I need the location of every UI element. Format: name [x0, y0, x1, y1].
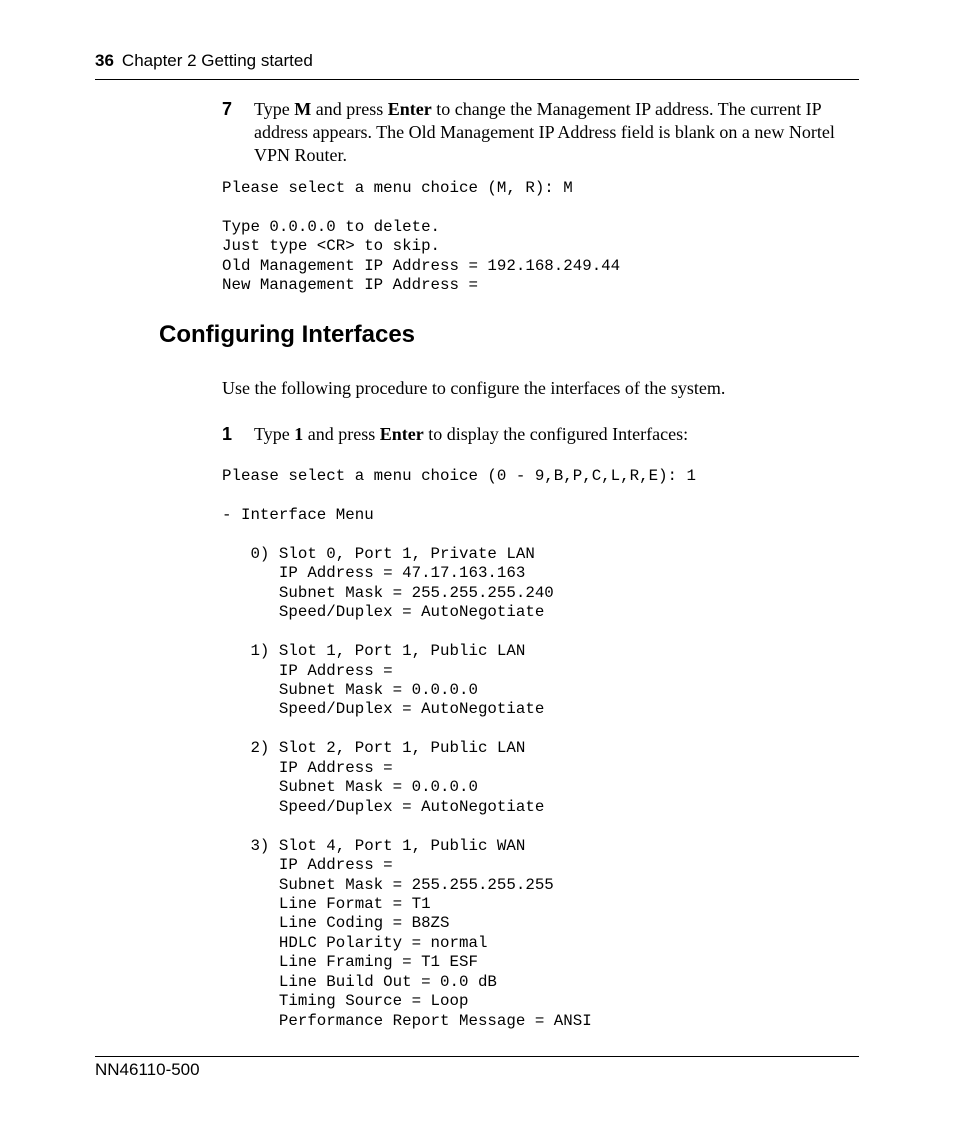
step-text-part: Type	[254, 424, 295, 444]
step-text-part: to display the configured Interfaces:	[423, 424, 689, 444]
code-block-interface-menu: Please select a menu choice (0 - 9,B,P,C,L,R,E): 1 - Interface Menu 0) Slot 0, Port 1, Private LAN IP Address = 47.17.163.163 Subnet Mask = 255.255.255.240 Speed/Duplex = AutoNegotiate 1) Slot 1, Port 1, Public LAN IP Address = Subnet Mask = 0.0.0.0 Speed/Duplex = AutoNegotiate 2) Slot 2, Port 1, Public LAN IP Address = Subnet Mask = 0.0.0.0 Speed/Duplex = AutoNegotiate 3) Slot 4, Port 1, Public WAN IP Address = Subnet Mask = 255.255.255.255 Line Format = T1 Line Coding = B8ZS HDLC Polarity = normal Line Framing = T1 ESF Line Build Out = 0.0 dB Timing Source = Loop Performance Report Message = ANSI	[222, 467, 696, 1030]
step-text-part: and press	[303, 424, 380, 444]
page-number: 36	[95, 51, 114, 70]
running-header	[95, 50, 859, 72]
step-key-enter: Enter	[387, 99, 432, 119]
step-1	[222, 423, 859, 446]
step-number: 1	[222, 424, 233, 444]
intro-paragraph: Use the following procedure to configure the interfaces of the system.	[222, 378, 726, 398]
step-text	[254, 98, 859, 167]
step-key-1: 1	[294, 424, 304, 444]
chapter-title: Chapter 2 Getting started	[121, 51, 313, 70]
step-text-part: Type	[254, 99, 295, 119]
step-text	[254, 423, 859, 446]
footer-rule	[95, 1056, 859, 1057]
step-text-part: to change the Management IP address. The current IP address appears. The Old Management IP Address field is blank on a new Nortel VPN Router.	[254, 99, 835, 165]
step-text-part: and press	[311, 99, 388, 119]
step-key-m: M	[294, 99, 312, 119]
step-number: 7	[222, 99, 233, 119]
document-number: NN46110-500	[95, 1060, 200, 1079]
header-rule	[95, 79, 859, 80]
step-7	[222, 98, 859, 167]
section-heading: Configuring Interfaces	[159, 321, 416, 348]
step-key-enter: Enter	[379, 424, 424, 444]
code-block-management-ip: Please select a menu choice (M, R): M Type 0.0.0.0 to delete. Just type <CR> to skip. Old Management IP Address = 192.168.249.44 New Management IP Address =	[222, 179, 621, 295]
